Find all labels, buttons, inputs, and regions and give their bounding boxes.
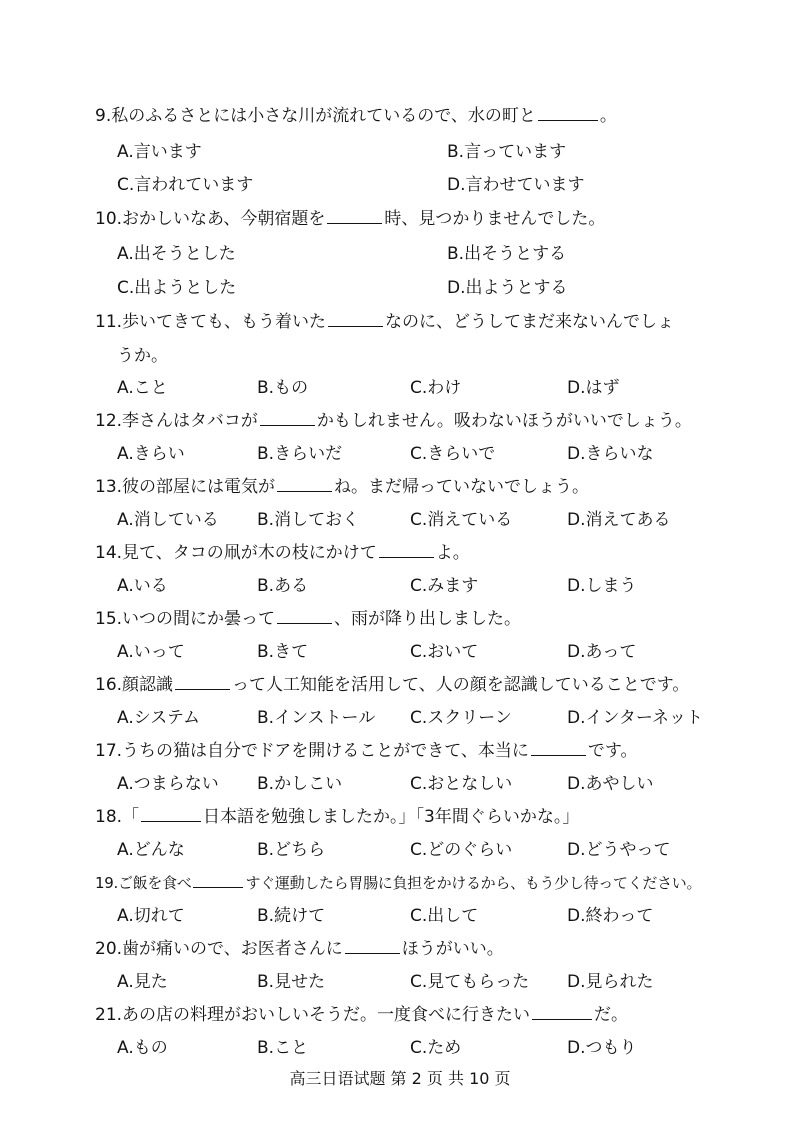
option-d: D.あって: [567, 642, 637, 662]
question-text: いつの間にか曇って: [122, 609, 276, 629]
question-text-end: です。: [587, 741, 638, 761]
question-number: 13.: [95, 477, 123, 497]
option-c: C.消えている: [410, 510, 513, 530]
question-text-end: ね。まだ帰っていないでしょう。: [334, 477, 590, 497]
option-a: A.もの: [117, 1038, 168, 1058]
question-text-end: 日本語を勉強しましたか。」「3年間ぐらいかな。」: [203, 807, 580, 827]
option-b: B.消しておく: [257, 510, 360, 530]
option-d: D.出ようとする: [447, 278, 568, 298]
question-11: [95, 310, 674, 334]
option-b: B.続けて: [257, 906, 326, 926]
answer-blank: [141, 807, 201, 822]
option-c: C.きらいで: [410, 444, 496, 464]
question-text-end: って人工知能を活用して、人の顔を認識していることです。: [232, 675, 690, 695]
answer-blank: [328, 312, 383, 327]
option-a: A.いって: [117, 642, 185, 662]
option-a: A.つまらない: [117, 774, 219, 794]
option-a: A.どんな: [117, 840, 185, 860]
question-text: 彼の部屋には電気が: [122, 477, 276, 497]
question-text: おかしいなあ、今朝宿題を: [122, 209, 326, 229]
question-text-end: 。: [599, 106, 617, 126]
option-c: C.言われています: [117, 175, 254, 195]
question-number: 9.: [95, 106, 112, 126]
option-c: C.スクリーン: [410, 708, 512, 728]
answer-blank: [277, 477, 332, 492]
option-d: D.つもり: [567, 1038, 637, 1058]
question-number: 16.: [95, 675, 123, 695]
option-c: C.どのぐらい: [410, 840, 513, 860]
option-a: A.出そうとした: [117, 244, 236, 264]
question-text: うちの猫は自分でドアを開けることができて、本当に: [122, 741, 529, 761]
question-text: 「: [122, 807, 140, 827]
question-13: [95, 475, 589, 499]
option-a: A.見た: [117, 972, 168, 992]
question-21: [95, 1003, 628, 1027]
option-d: D.あやしい: [567, 774, 654, 794]
option-d: D.終わって: [567, 906, 654, 926]
option-c: C.ため: [410, 1038, 462, 1058]
answer-blank: [277, 609, 332, 624]
option-a: A.消している: [117, 510, 219, 530]
option-b: B.インストール: [257, 708, 376, 728]
option-b: B.見せた: [257, 972, 326, 992]
question-text-end: だ。: [594, 1005, 629, 1025]
option-c: C.わけ: [410, 378, 462, 398]
option-a: A.こと: [117, 378, 168, 398]
option-d: D.きらいな: [567, 444, 654, 464]
option-a: A.言います: [117, 142, 202, 162]
answer-blank: [327, 209, 382, 224]
question-text-end: 、雨が降り出しました。: [334, 609, 522, 629]
option-b: B.どちら: [257, 840, 326, 860]
question-20: [95, 937, 504, 961]
question-text-end: かもしれません。吸わないほうがいいでしょう。: [316, 411, 692, 431]
question-text-end: なのに、どうしてまだ来ないんでしょ: [385, 312, 675, 332]
option-c: C.出ようとした: [117, 278, 237, 298]
question-text: 顔認識: [122, 675, 174, 695]
option-d: D.しまう: [567, 576, 637, 596]
option-c: C.出して: [410, 906, 479, 926]
question-text: ご飯を食べ: [117, 874, 192, 892]
question-number: 17.: [95, 741, 123, 761]
option-b: B.かしこい: [257, 774, 343, 794]
option-b: B.きらいだ: [257, 444, 343, 464]
question-14: [95, 541, 470, 565]
question-9: [95, 104, 617, 128]
answer-blank: [175, 675, 230, 690]
question-number: 11.: [95, 312, 123, 332]
option-d: D.見られた: [567, 972, 654, 992]
question-number: 19.: [95, 874, 118, 892]
question-text: 歯が痛いので、お医者さんに: [122, 939, 343, 959]
option-d: D.インターネット: [567, 708, 703, 728]
answer-blank: [538, 106, 598, 121]
question-text: 見て、タコの凧が木の枝にかけて: [122, 543, 377, 563]
question-15: [95, 607, 521, 631]
question-number: 14.: [95, 543, 123, 563]
question-text-end: よ。: [435, 543, 470, 563]
option-c: C.おいて: [410, 642, 479, 662]
question-number: 20.: [95, 939, 123, 959]
option-d: D.消えてある: [567, 510, 671, 530]
answer-blank: [531, 741, 586, 756]
option-b: B.ある: [257, 576, 309, 596]
option-a: A.きらい: [117, 444, 185, 464]
question-text-end: すぐ運動したら胃腸に負担をかけるから、もう少し待ってください。: [245, 874, 702, 892]
option-c: C.見てもらった: [410, 972, 530, 992]
question-11-continuation: うか。: [117, 346, 168, 366]
option-b: B.こと: [257, 1038, 309, 1058]
option-b: B.言っています: [447, 142, 567, 162]
question-number: 10.: [95, 209, 123, 229]
page-footer: 高三日语试题 第 2 页 共 10 页: [289, 1069, 511, 1088]
option-a: A.切れて: [117, 906, 185, 926]
option-a: A.いる: [117, 576, 168, 596]
question-18: [95, 805, 579, 829]
question-text-end: ほうがいい。: [401, 939, 504, 959]
answer-blank: [532, 1005, 592, 1020]
option-d: D.はず: [567, 378, 620, 398]
question-12: [95, 409, 692, 433]
option-b: B.もの: [257, 378, 309, 398]
answer-blank: [193, 873, 243, 888]
question-number: 21.: [95, 1005, 123, 1025]
option-b: B.きて: [257, 642, 309, 662]
option-d: D.どうやって: [567, 840, 671, 860]
answer-blank: [345, 939, 400, 954]
option-b: B.出そうとする: [447, 244, 567, 264]
option-c: C.おとなしい: [410, 774, 513, 794]
question-number: 15.: [95, 609, 123, 629]
option-d: D.言わせています: [447, 175, 585, 195]
question-19: [95, 871, 701, 895]
question-16: [95, 673, 689, 697]
option-a: A.システム: [117, 708, 201, 728]
question-10: [95, 207, 605, 231]
question-text: 歩いてきても、もう着いた: [122, 312, 327, 332]
answer-blank: [379, 543, 434, 558]
question-number: 18.: [95, 807, 123, 827]
question-text: 私のふるさとには小さな川が流れているので、水の町と: [111, 106, 536, 126]
option-c: C.みます: [410, 576, 479, 596]
question-number: 12.: [95, 411, 123, 431]
question-17: [95, 739, 638, 763]
answer-blank: [260, 411, 315, 426]
question-text: 李さんはタバコが: [122, 411, 258, 431]
question-text: あの店の料理がおいしいそうだ。一度食べに行きたい: [122, 1005, 531, 1025]
question-text-end: 時、見つかりませんでした。: [384, 209, 606, 229]
